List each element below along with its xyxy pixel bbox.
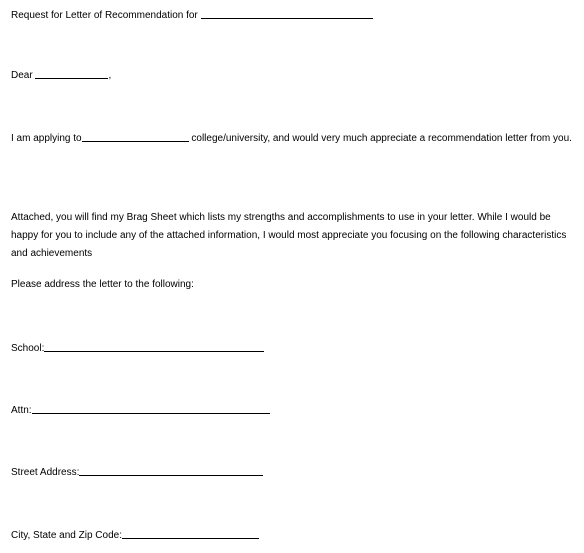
attn-label: Attn: — [11, 405, 32, 416]
form-title-line — [11, 7, 373, 25]
city-state-zip-field — [11, 527, 259, 545]
attn-blank[interactable] — [32, 403, 270, 414]
applying-paragraph — [11, 130, 577, 148]
attn-field — [11, 402, 270, 420]
college-name-blank[interactable] — [82, 131, 189, 142]
school-field — [11, 340, 264, 358]
attached-paragraph: Attached, you will find my Brag Sheet which lists my strengths and accomplishments to use in your letter. While I would be happy for you to include any of the attached information, I would most appreciate you focusing on the following characteristics and achievements — [11, 212, 567, 259]
city-state-zip-label: City, State and Zip Code: — [11, 530, 122, 541]
form-title-label: Request for Letter of Recommendation for — [11, 10, 201, 21]
school-blank[interactable] — [44, 341, 264, 352]
applying-text: college/university, and would very much appreciate a recommendation letter from you. — [188, 133, 572, 144]
street-address-blank[interactable] — [79, 465, 263, 476]
street-address-label: Street Address: — [11, 467, 80, 478]
recipient-name-blank[interactable] — [201, 8, 373, 19]
applying-label: I am applying to — [11, 133, 82, 144]
greeting-line — [11, 67, 111, 85]
school-label: School: — [11, 343, 45, 354]
address-instruction: Please address the letter to the following: — [11, 279, 194, 290]
greeting-comma: , — [108, 70, 112, 81]
recommender-name-blank[interactable] — [35, 68, 108, 79]
city-state-zip-blank[interactable] — [122, 528, 259, 539]
street-address-field — [11, 464, 263, 482]
greeting-label: Dear — [11, 70, 36, 81]
